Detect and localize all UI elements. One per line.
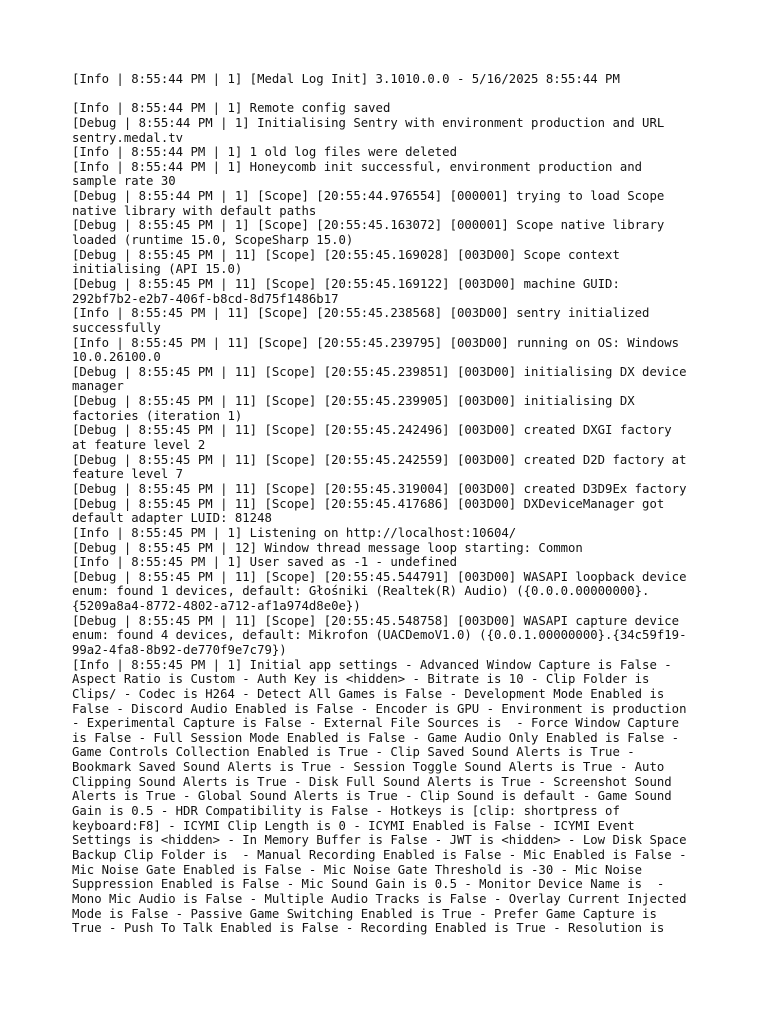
log-line: Gain is 0.5 - HDR Compatibility is False - Hotkeys is [clip: shortpress of: [72, 804, 620, 819]
log-line: feature level 7: [72, 467, 184, 482]
log-line: Aspect Ratio is Custom - Auth Key is <hidden> - Bitrate is 10 - Clip Folder is: [72, 672, 650, 687]
log-line: [Debug | 8:55:45 PM | 11] [Scope] [20:55:45.169122] [003D00] machine GUID:: [72, 276, 620, 291]
log-line: True - Push To Talk Enabled is False - Recording Enabled is True - Resolution is: [72, 921, 665, 936]
log-line: [Debug | 8:55:45 PM | 11] [Scope] [20:55:45.242559] [003D00] created D2D factory at: [72, 452, 687, 467]
log-line: Alerts is True - Global Sound Alerts is True - Clip Sound is default - Game Sound: [72, 789, 672, 804]
log-line: [Debug | 8:55:44 PM | 1] [Scope] [20:55:44.976554] [000001] trying to load Scope: [72, 189, 665, 204]
log-line: [Info | 8:55:44 PM | 1] Remote config saved: [72, 101, 391, 116]
log-line: at feature level 2: [72, 438, 206, 453]
log-line: [Debug | 8:55:45 PM | 11] [Scope] [20:55:45.544791] [003D00] WASAPI loopback device: [72, 569, 687, 584]
log-line: [Debug | 8:55:45 PM | 12] Window thread message loop starting: Common: [72, 540, 583, 555]
log-line: 10.0.26100.0: [72, 350, 161, 365]
log-line: [Info | 8:55:45 PM | 11] [Scope] [20:55:45.238568] [003D00] sentry initialized: [72, 306, 650, 321]
log-line: - Experimental Capture is False - External File Sources is - Force Window Capture: [72, 716, 680, 731]
log-line: [Info | 8:55:45 PM | 1] User saved as -1 - undefined: [72, 555, 457, 570]
log-blank-line: [72, 87, 702, 102]
log-line: [Info | 8:55:44 PM | 1] [Medal Log Init] 3.1010.0.0 - 5/16/2025 8:55:44 PM: [72, 72, 620, 86]
log-line: Game Controls Collection Enabled is True - Clip Saved Sound Alerts is True -: [72, 745, 635, 760]
log-line: sample rate 30: [72, 174, 176, 189]
log-line: 99a2-4fa8-8b92-de770f9e7c79}): [72, 642, 287, 657]
log-line: Bookmark Saved Sound Alerts is True - Session Toggle Sound Alerts is True - Auto: [72, 760, 665, 775]
log-line: [Info | 8:55:45 PM | 11] [Scope] [20:55:45.239795] [003D00] running on OS: Windows: [72, 335, 680, 350]
log-line: is False - Full Session Mode Enabled is False - Game Audio Only Enabled is False -: [72, 730, 680, 745]
log-line: Backup Clip Folder is - Manual Recording Enabled is False - Mic Enabled is False -: [72, 847, 687, 862]
log-line: initialising (API 15.0): [72, 262, 243, 277]
log-line: Clips/ - Codec is H264 - Detect All Games is False - Development Mode Enabled is: [72, 686, 665, 701]
log-line: [Info | 8:55:45 PM | 1] Initial app settings - Advanced Window Capture is False -: [72, 657, 672, 672]
log-line: native library with default paths: [72, 203, 317, 218]
log-line: Mono Mic Audio is False - Multiple Audio Tracks is False - Overlay Current Injected: [72, 891, 687, 906]
log-line: manager: [72, 379, 124, 394]
log-line: Suppression Enabled is False - Mic Sound Gain is 0.5 - Monitor Device Name is -: [72, 877, 665, 892]
log-line: loaded (runtime 15.0, ScopeSharp 15.0): [72, 233, 354, 248]
log-line: [Debug | 8:55:45 PM | 11] [Scope] [20:55:45.169028] [003D00] Scope context: [72, 247, 620, 262]
log-line: [Info | 8:55:44 PM | 1] 1 old log files were deleted: [72, 145, 457, 160]
log-line: [Debug | 8:55:45 PM | 11] [Scope] [20:55:45.239905] [003D00] initialising DX: [72, 394, 635, 409]
log-line: factories (iteration 1): [72, 408, 243, 423]
log-line: keyboard:F8] - ICYMI Clip Length is 0 - ICYMI Enabled is False - ICYMI Event: [72, 818, 635, 833]
log-line: [Debug | 8:55:45 PM | 1] [Scope] [20:55:45.163072] [000001] Scope native library: [72, 218, 665, 233]
log-line: Clipping Sound Alerts is True - Disk Full Sound Alerts is True - Screenshot Sound: [72, 774, 672, 789]
log-line: default adapter LUID: 81248: [72, 511, 272, 526]
log-line: [Debug | 8:55:45 PM | 11] [Scope] [20:55:45.548758] [003D00] WASAPI capture device: [72, 613, 680, 628]
log-line: enum: found 1 devices, default: Głośniki (Realtek(R) Audio) ({0.0.0.00000000}.: [72, 584, 650, 599]
log-line: [Info | 8:55:44 PM | 1] Honeycomb init successful, environment production and: [72, 159, 643, 174]
log-line: [Debug | 8:55:45 PM | 11] [Scope] [20:55:45.417686] [003D00] DXDeviceManager got: [72, 496, 665, 511]
log-line: [Debug | 8:55:45 PM | 11] [Scope] [20:55:45.319004] [003D00] created D3D9Ex factory: [72, 481, 687, 496]
log-line: False - Discord Audio Enabled is False - Encoder is GPU - Environment is production: [72, 701, 687, 716]
log-line: [Debug | 8:55:44 PM | 1] Initialising Sentry with environment production and URL: [72, 115, 665, 130]
log-line: enum: found 4 devices, default: Mikrofon (UACDemoV1.0) ({0.0.1.00000000}.{34c59f19-: [72, 628, 687, 643]
log-text-block: [72, 72, 702, 936]
log-line: {5209a8a4-8772-4802-a712-af1a974d8e0e}): [72, 599, 361, 614]
log-line: sentry.medal.tv: [72, 130, 184, 145]
log-line: 292bf7b2-e2b7-406f-b8cd-8d75f1486b17: [72, 291, 339, 306]
log-line: Settings is <hidden> - In Memory Buffer is False - JWT is <hidden> - Low Disk Space: [72, 833, 687, 848]
log-line: Mic Noise Gate Enabled is False - Mic Noise Gate Threshold is -30 - Mic Noise: [72, 862, 643, 877]
log-line: [Debug | 8:55:45 PM | 11] [Scope] [20:55:45.242496] [003D00] created DXGI factory: [72, 423, 672, 438]
log-line: [Debug | 8:55:45 PM | 11] [Scope] [20:55:45.239851] [003D00] initialising DX device: [72, 364, 687, 379]
log-line: [Info | 8:55:45 PM | 1] Listening on http://localhost:10604/: [72, 525, 517, 540]
log-line: successfully: [72, 320, 161, 335]
log-line: Mode is False - Passive Game Switching Enabled is True - Prefer Game Capture is: [72, 906, 657, 921]
